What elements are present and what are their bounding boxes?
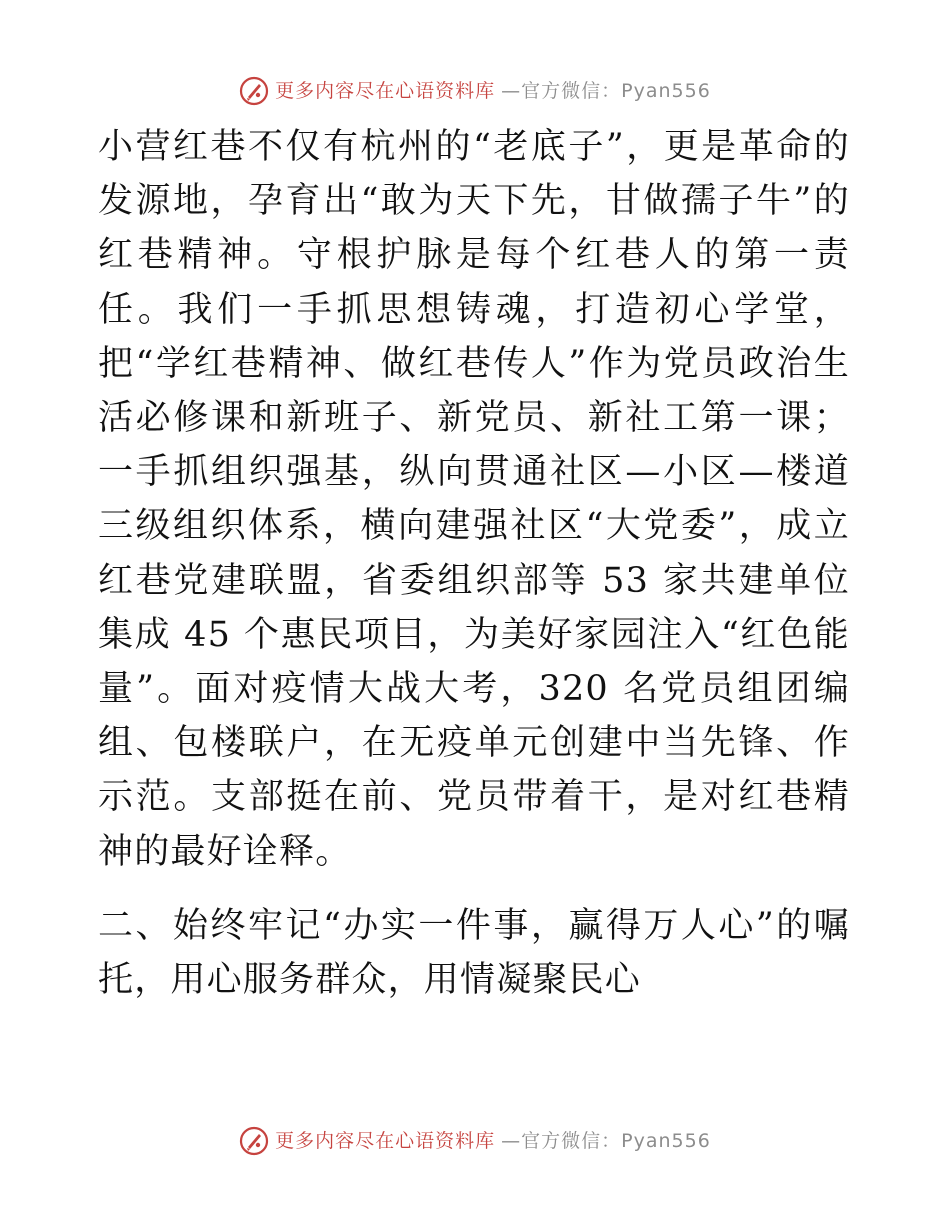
- quill-seal-icon: [239, 1126, 269, 1156]
- header-watermark: [0, 76, 950, 106]
- watermark-site-name: 更多内容尽在心语资料库: [275, 1130, 496, 1152]
- watermark-wechat: —官方微信：Pyan556: [501, 1130, 711, 1152]
- footer-watermark: [0, 1126, 950, 1156]
- quill-seal-icon: [239, 76, 269, 106]
- section-heading: 二、始终牢记“办实一件事，赢得万人心”的嘱托，用心服务群众，用情凝聚民心: [98, 905, 850, 1001]
- document-body: [98, 120, 850, 1007]
- watermark-wechat: —官方微信：Pyan556: [501, 80, 711, 102]
- watermark-site-name: 更多内容尽在心语资料库: [275, 80, 496, 102]
- body-paragraph: 小营红巷不仅有杭州的“老底子”，更是革命的发源地，孕育出“敢为天下先，甘做孺子牛”的红巷精神。守根护脉是每个红巷人的第一责任。我们一手抓思想铸魂，打造初心学堂，把“学红巷精神、做红巷传人”作为党员政治生活必修课和新班子、新党员、新社工第一课；一手抓组织强基，纵向贯通社区—小区—楼道三级组织体系，横向建强社区“大党委”，成立红巷党建联盟，省委组织部等 53 家共建单位集成 45 个惠民项目，为美好家园注入“红色能量”。面对疫情大战大考，320 名党员组团编组、包楼联户，在无疫单元创建中当先锋、作示范。支部挺在前、党员带着干，是对红巷精神的最好诠释。: [98, 127, 850, 872]
